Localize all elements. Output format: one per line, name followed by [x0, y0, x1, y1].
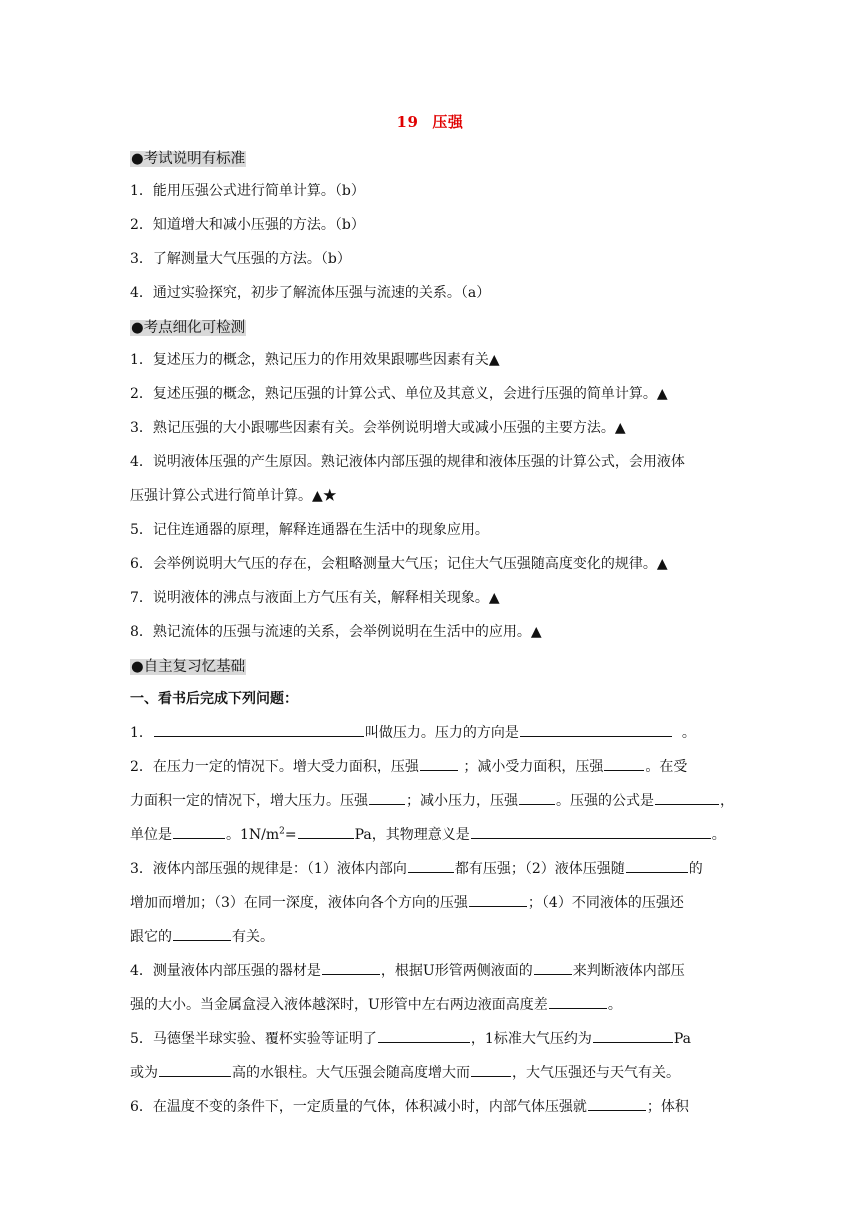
- list-item: 1．复述压力的概念，熟记压力的作用效果跟哪些因素有关▲: [130, 352, 500, 368]
- list-item: 4．通过实验探究，初步了解流体压强与流速的关系。（a）: [130, 285, 491, 301]
- answer-blank[interactable]: [655, 790, 719, 805]
- answer-blank[interactable]: [159, 1062, 231, 1077]
- answer-blank[interactable]: [469, 892, 527, 907]
- question-3-line-3: 跟它的 有关。: [130, 926, 730, 946]
- question-4-line-2: 强的大小。当金属盒浸入液体越深时，U形管中左右两边液面高度差 。: [130, 994, 730, 1014]
- question-5-line-2: 或为 高的水银柱。大气压强会随高度增大而 ，大气压强还与天气有关。: [130, 1062, 730, 1082]
- answer-blank[interactable]: [471, 824, 711, 839]
- question-5-line-1: 5．马德堡半球实验、覆杯实验等证明了 ，1标准大气压约为 Pa: [130, 1028, 730, 1048]
- list-item: 3．了解测量大气压强的方法。（b）: [130, 251, 351, 267]
- answer-blank[interactable]: [588, 1096, 646, 1111]
- answer-blank[interactable]: [369, 790, 405, 805]
- answer-blank[interactable]: [322, 960, 380, 975]
- question-4-line-1: 4．测量液体内部压强的器材是 ，根据U形管两侧液面的 来判断液体内部压: [130, 960, 730, 980]
- answer-blank[interactable]: [593, 1028, 673, 1043]
- list-item: 2．复述压强的概念，熟记压强的计算公式、单位及其意义，会进行压强的简单计算。▲: [130, 386, 668, 402]
- list-item: 6．会举例说明大气压的存在，会粗略测量大气压；记住大气压强随高度变化的规律。▲: [130, 556, 668, 572]
- list-item: 压强计算公式进行简单计算。▲★: [130, 488, 337, 504]
- question-2-line-1: 2．在压力一定的情况下。增大受力面积，压强 ；减小受力面积，压强 。在受: [130, 756, 730, 776]
- list-item: 3．熟记压强的大小跟哪些因素有关。会举例说明增大或减小压强的主要方法。▲: [130, 420, 626, 436]
- question-2-line-2: 力面积一定的情况下，增大压力。压强 ；减小压力，压强 。压强的公式是 ，: [130, 790, 730, 810]
- answer-blank[interactable]: [298, 824, 354, 839]
- answer-blank[interactable]: [420, 756, 458, 771]
- answer-blank[interactable]: [520, 722, 672, 737]
- answer-blank[interactable]: [173, 824, 225, 839]
- answer-blank[interactable]: [604, 756, 644, 771]
- answer-blank[interactable]: [519, 790, 555, 805]
- answer-blank[interactable]: [626, 858, 688, 873]
- question-6-line-1: 6．在温度不变的条件下，一定质量的气体，体积减小时，内部气体压强就 ；体积: [130, 1096, 730, 1116]
- list-item: 5．记住连通器的原理，解释连通器在生活中的现象应用。: [130, 522, 489, 538]
- page-title: [0, 111, 860, 132]
- list-item: 4．说明液体压强的产生原因。熟记液体内部压强的规律和液体压强的计算公式，会用液体: [130, 454, 685, 470]
- section-heading-key-points: ●考点细化可检测: [131, 320, 246, 336]
- answer-blank[interactable]: [549, 994, 607, 1009]
- subheading: 一、看书后完成下列问题：: [130, 691, 298, 707]
- title-text: 压强: [432, 113, 464, 131]
- question-3-line-1: 3．液体内部压强的规律是：（1）液体内部向 都有压强；（2）液体压强随 的: [130, 858, 730, 878]
- question-3-line-2: 增加而增加；（3）在同一深度，液体向各个方向的压强 ；（4）不同液体的压强还: [130, 892, 730, 912]
- list-item: 2．知道增大和减小压强的方法。（b）: [130, 217, 365, 233]
- answer-blank[interactable]: [173, 926, 231, 941]
- list-item: 7．说明液体的沸点与液面上方气压有关，解释相关现象。▲: [130, 590, 500, 606]
- answer-blank[interactable]: [408, 858, 454, 873]
- section-heading-exam-standard: ●考试说明有标准: [131, 151, 246, 167]
- question-2-line-3: 单位是 。$1N/m^2= Pa$，其物理意义是 。: [130, 824, 730, 844]
- answer-blank[interactable]: [471, 1062, 511, 1077]
- title-number: 19: [396, 113, 419, 131]
- question-1: 1． 叫做压力。压力的方向是 。: [130, 722, 730, 742]
- answer-blank[interactable]: [154, 722, 364, 737]
- list-item: 8．熟记流体的压强与流速的关系，会举例说明在生活中的应用。▲: [130, 624, 542, 640]
- answer-blank[interactable]: [534, 960, 572, 975]
- section-heading-self-review: ●自主复习忆基础: [131, 659, 246, 675]
- list-item: 1．能用压强公式进行简单计算。（b）: [130, 183, 365, 199]
- answer-blank[interactable]: [378, 1028, 470, 1043]
